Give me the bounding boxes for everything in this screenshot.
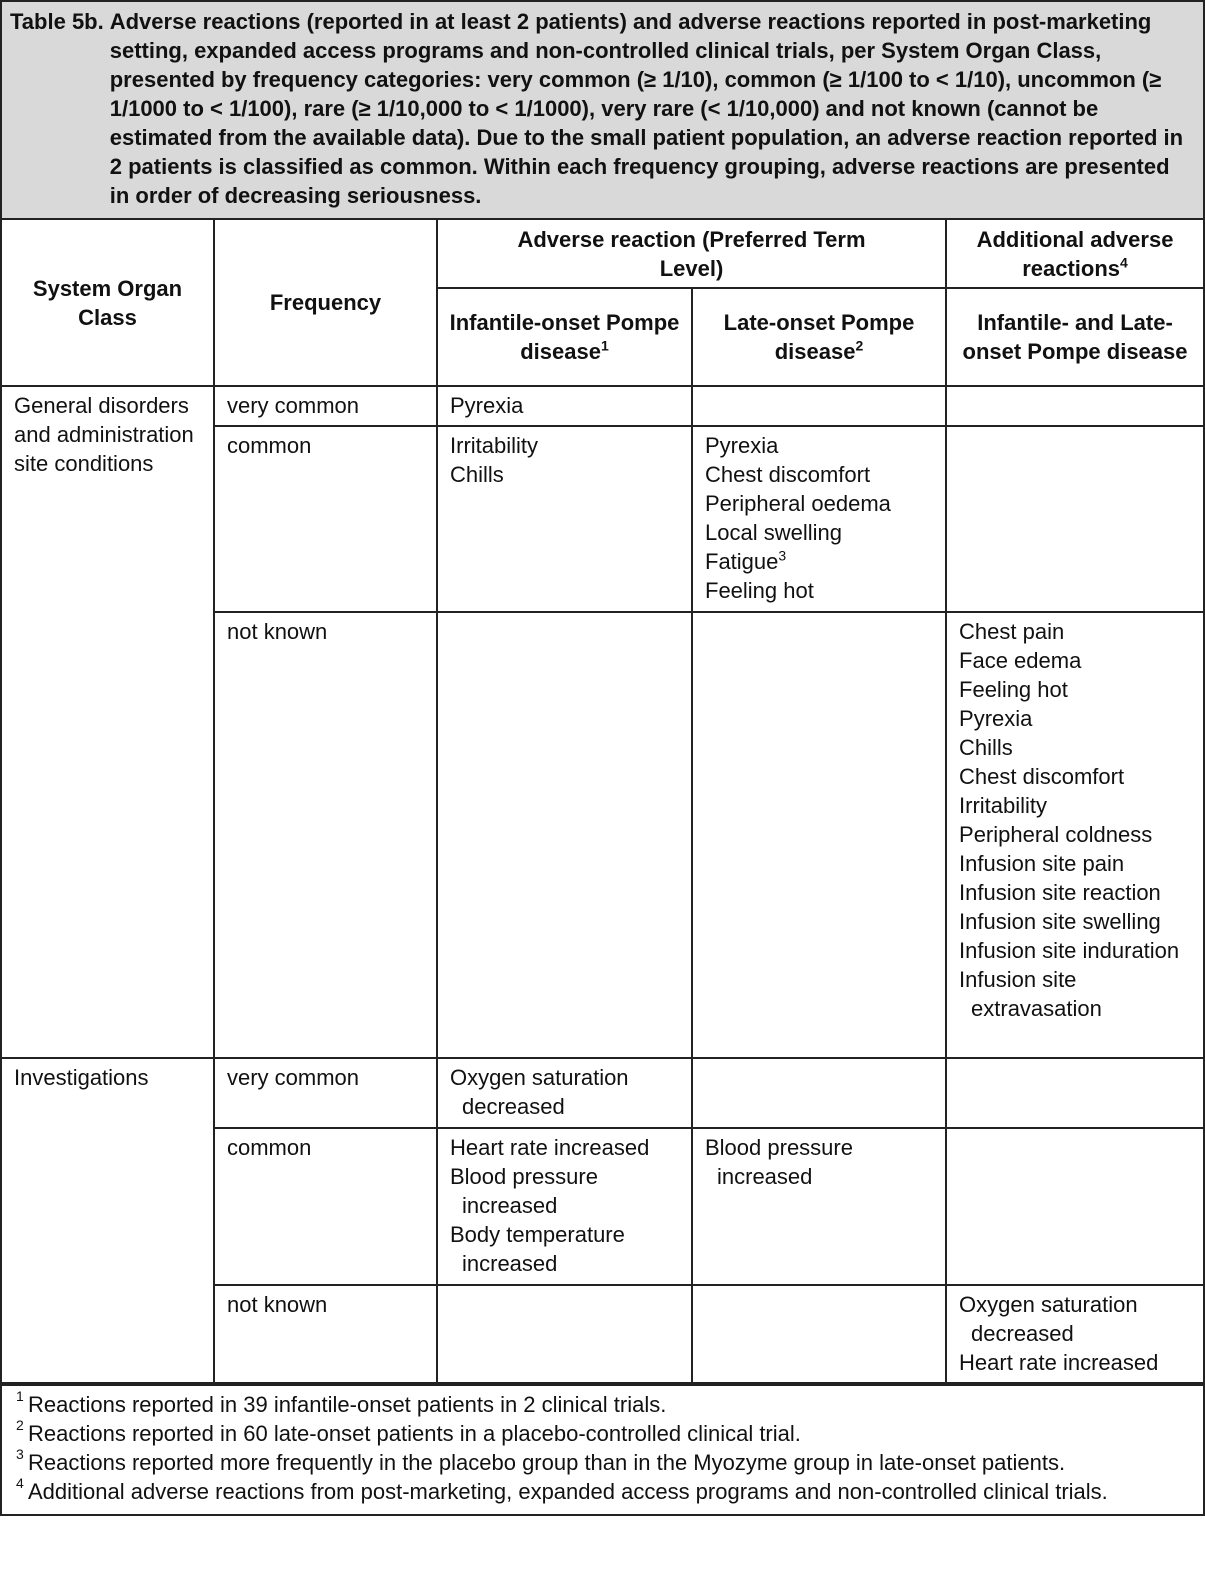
- footnote-ref: 2: [855, 337, 864, 354]
- footnote-text: Additional adverse reactions from post-marketing, expanded access programs and non-controlled clinical trials.: [28, 1479, 1108, 1504]
- frequency-cell: not known: [214, 1285, 437, 1383]
- reaction: Chest discomfort: [959, 764, 1125, 789]
- reaction: Feeling hot: [959, 677, 1068, 702]
- header-late-label: Late-onset Pompe disease: [723, 310, 915, 364]
- footnote-4: [16, 1477, 1191, 1506]
- reaction: Blood pressure increased: [450, 1164, 598, 1218]
- footnote-text: Reactions reported more frequently in the placebo group than in the Myozyme group in late-onset patients.: [28, 1450, 1066, 1475]
- reaction: Chest pain: [959, 619, 1065, 644]
- footnote-text: Reactions reported in 60 late-onset patients in a placebo-controlled clinical trial.: [28, 1421, 801, 1446]
- reaction: Local swelling: [705, 520, 842, 545]
- late-cell: [692, 612, 946, 1058]
- additional-cell: [946, 612, 1203, 1058]
- reaction: Peripheral oedema: [705, 491, 891, 516]
- reaction: Heart rate increased: [959, 1350, 1159, 1375]
- late-cell: [692, 1285, 946, 1383]
- header-infantile-and-late-onset: Infantile- and Late-onset Pompe disease: [946, 288, 1203, 386]
- additional-cell: [946, 426, 1203, 612]
- reaction: Pyrexia: [959, 706, 1033, 731]
- reaction: Oxygen saturation decreased: [450, 1065, 629, 1119]
- footnote-text: Reactions reported in 39 infantile-onset patients in 2 clinical trials.: [28, 1392, 667, 1417]
- reaction: Infusion site extravasation: [959, 967, 1102, 1021]
- reaction: Irritability: [450, 433, 539, 458]
- header-additional-label: Additional adverse reactions: [976, 226, 1174, 281]
- reaction: Chest discomfort: [705, 462, 871, 487]
- reaction: Face edema: [959, 648, 1082, 673]
- late-cell: [692, 1058, 946, 1128]
- infantile-cell: [437, 1285, 692, 1383]
- reaction: Pyrexia: [450, 393, 524, 418]
- infantile-cell: [437, 386, 692, 426]
- additional-cell: [946, 1128, 1203, 1285]
- header-frequency: Frequency: [214, 220, 437, 386]
- soc-cell: General disorders and administration site conditions: [2, 386, 214, 1058]
- table-caption: [2, 2, 1203, 220]
- header-additional-adverse-reactions: [946, 220, 1203, 288]
- frequency-cell: very common: [214, 1058, 437, 1128]
- reaction: Oxygen saturation decreased: [959, 1292, 1138, 1346]
- caption-label: Table 5b.: [10, 9, 104, 34]
- header-late-onset: [692, 288, 946, 386]
- frequency-cell: common: [214, 426, 437, 612]
- header-infantile-label: Infantile-onset Pompe disease: [449, 310, 680, 364]
- footnote-ref: 4: [1120, 254, 1128, 271]
- reaction-label: Fatigue: [705, 549, 779, 574]
- infantile-cell: [437, 1058, 692, 1128]
- header-system-organ-class: System Organ Class: [2, 220, 214, 386]
- table-row: [2, 386, 1203, 426]
- footnote-ref: 1: [600, 337, 609, 354]
- additional-cell: [946, 1285, 1203, 1383]
- footnote-ref: 3: [778, 547, 787, 564]
- footnote-2: [16, 1419, 1191, 1448]
- infantile-cell: [437, 1128, 692, 1285]
- infantile-cell: [437, 612, 692, 1058]
- reaction: Infusion site reaction: [959, 880, 1161, 905]
- reaction: [705, 547, 933, 576]
- reaction: Infusion site induration: [959, 938, 1180, 963]
- table-row: [2, 1058, 1203, 1128]
- reaction: Infusion site pain: [959, 851, 1125, 876]
- header-infantile-onset: [437, 288, 692, 386]
- reaction: Blood pressure increased: [705, 1135, 853, 1189]
- late-cell: [692, 1128, 946, 1285]
- table-footnotes: [2, 1384, 1203, 1514]
- additional-cell: [946, 1058, 1203, 1128]
- infantile-cell: [437, 426, 692, 612]
- header-adverse-reaction: Adverse reaction (Preferred Term Level): [437, 220, 946, 288]
- caption-text: Adverse reactions (reported in at least 2 patients) and adverse reactions reported in post-marketing setting, expanded access programs and non-controlled clinical trials, per System Organ Class, presented by frequency categories: very common (≥ 1/10), common (≥ 1/100 to < 1/10), uncommon (≥ 1/1000 to < 1/100), rare (≥ 1/10,000 to < 1/1000), very rare (< 1/10,000) and not known (cannot be estimated from the available data). Due to the small patient population, an adverse reaction reported in 2 patients is classified as common. Within each frequency grouping, adverse reactions are presented in order of decreasing seriousness.: [109, 9, 1184, 208]
- adverse-reactions-table: [2, 220, 1203, 1384]
- reaction: Feeling hot: [705, 578, 814, 603]
- footnote-3: [16, 1448, 1191, 1477]
- reaction: Chills: [450, 462, 504, 487]
- frequency-cell: very common: [214, 386, 437, 426]
- footnote-1: [16, 1390, 1191, 1419]
- reaction: Irritability: [959, 793, 1048, 818]
- footnote-number: 4: [16, 1475, 24, 1491]
- late-cell: [692, 386, 946, 426]
- footnote-number: 1: [16, 1388, 24, 1404]
- reaction: Peripheral coldness: [959, 822, 1153, 847]
- reaction: Pyrexia: [705, 433, 779, 458]
- footnote-number: 3: [16, 1446, 24, 1462]
- soc-cell: Investigations: [2, 1058, 214, 1383]
- additional-cell: [946, 386, 1203, 426]
- frequency-cell: common: [214, 1128, 437, 1285]
- reaction: Infusion site swelling: [959, 909, 1161, 934]
- reaction: Chills: [959, 735, 1013, 760]
- reaction: Heart rate increased: [450, 1135, 650, 1160]
- footnote-number: 2: [16, 1417, 24, 1433]
- reaction: Body temperature increased: [450, 1222, 625, 1276]
- late-cell: [692, 426, 946, 612]
- frequency-cell: not known: [214, 612, 437, 1058]
